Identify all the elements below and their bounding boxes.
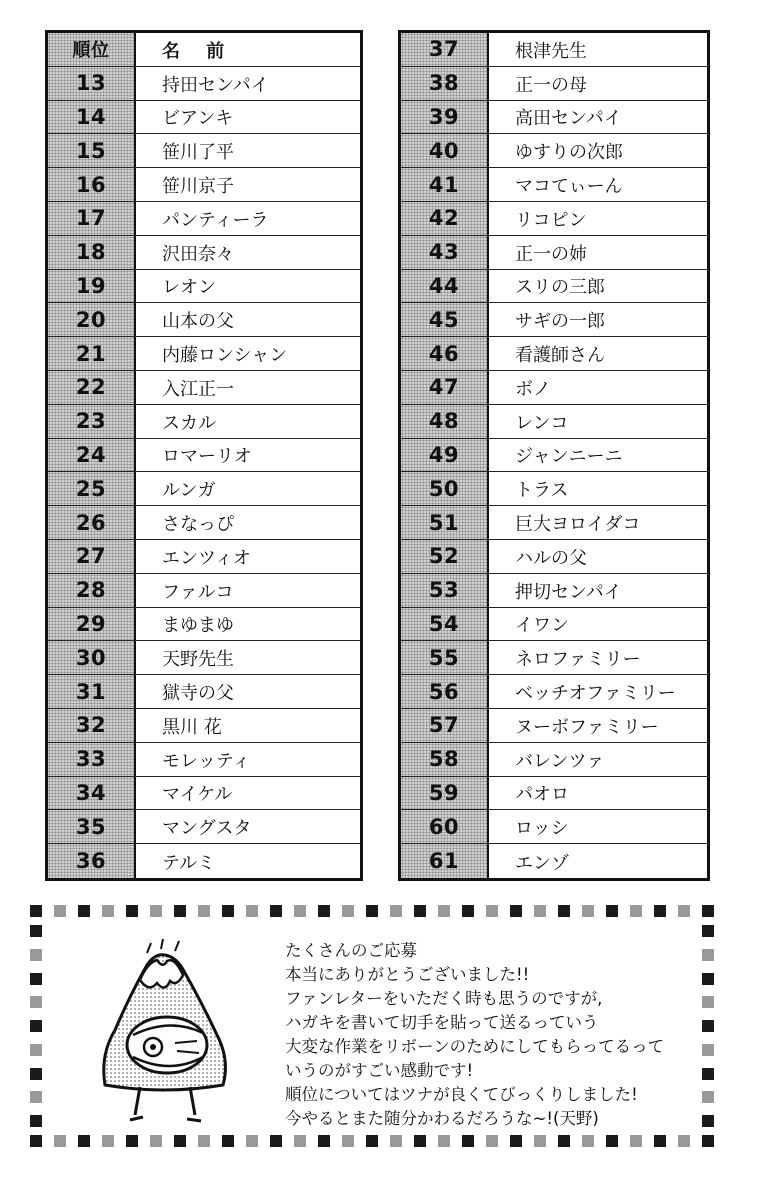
rank-number: 53: [401, 574, 489, 607]
rank-number: 14: [48, 101, 136, 134]
frame-square: [126, 1135, 138, 1147]
frame-square: [318, 905, 330, 917]
rank-number: 47: [401, 371, 489, 404]
table-row: [48, 844, 360, 878]
rank-number: 46: [401, 337, 489, 370]
rank-number: 33: [48, 743, 136, 776]
frame-square: [78, 1135, 90, 1147]
table-row: [48, 236, 360, 270]
table-row: [48, 810, 360, 844]
frame-square: [246, 1135, 258, 1147]
table-row: [401, 134, 707, 168]
rank-number: 54: [401, 608, 489, 641]
rank-number: 49: [401, 439, 489, 472]
frame-square: [270, 1135, 282, 1147]
frame-square: [30, 1044, 42, 1056]
frame-square: [366, 905, 378, 917]
frame-square: [414, 905, 426, 917]
frame-square: [150, 1135, 162, 1147]
header-name: 名 前: [162, 40, 235, 62]
rank-number: 40: [401, 134, 489, 167]
table-row: [401, 574, 707, 608]
frame-square: [534, 905, 546, 917]
table-row: [48, 675, 360, 709]
message-line: 本当にありがとうございました!!: [285, 965, 530, 984]
character-name: エンツィオ: [162, 547, 251, 569]
table-row: [401, 67, 707, 101]
message-line: いうのがすごい感動です!: [285, 1061, 474, 1080]
frame-square: [198, 905, 210, 917]
message-line: ファンレターをいただく時も思うのですが,: [285, 989, 603, 1008]
character-name: 天野先生: [162, 649, 234, 671]
table-row: [401, 777, 707, 811]
frame-square: [630, 905, 642, 917]
table-row: [401, 641, 707, 675]
table-row: [401, 303, 707, 337]
rank-number: 26: [48, 506, 136, 539]
table-row: [401, 202, 707, 236]
frame-square: [30, 996, 42, 1008]
character-name: マングスタ: [162, 818, 252, 840]
character-name: 押切センパイ: [515, 581, 622, 603]
rank-number: 61: [401, 844, 489, 878]
frame-square: [30, 973, 42, 985]
frame-square: [222, 1135, 234, 1147]
frame-square: [150, 905, 162, 917]
character-name: ゆすりの次郎: [515, 142, 623, 164]
character-name: 笹川了平: [162, 142, 234, 164]
character-name: 看護師さん: [515, 344, 605, 366]
character-name: ロマーリオ: [162, 446, 252, 468]
table-row: [401, 337, 707, 371]
frame-square: [438, 905, 450, 917]
table-row: [401, 236, 707, 270]
character-name: ネロファミリー: [515, 649, 641, 671]
character-name: スカル: [162, 412, 216, 434]
rank-number: 20: [48, 303, 136, 336]
character-name: サギの一郎: [515, 311, 605, 333]
rank-number: 48: [401, 405, 489, 438]
frame-square: [342, 1135, 354, 1147]
character-name: バレンツァ: [515, 750, 605, 772]
rank-number: 16: [48, 168, 136, 201]
frame-square: [630, 1135, 642, 1147]
table-row: [48, 439, 360, 473]
character-name: ジャンニーニ: [515, 446, 623, 468]
character-name: 黒川 花: [162, 716, 222, 738]
rank-number: 51: [401, 506, 489, 539]
frame-square: [702, 925, 714, 937]
frame-square: [174, 1135, 186, 1147]
frame-square: [30, 905, 42, 917]
character-name: テルミ: [162, 852, 216, 874]
character-name: 笹川京子: [162, 175, 234, 197]
frame-square: [294, 1135, 306, 1147]
table-row: [48, 777, 360, 811]
table-row: [401, 472, 707, 506]
mountain-mascot-icon: [85, 935, 245, 1130]
message-text: [285, 939, 705, 1131]
rank-number: 19: [48, 270, 136, 303]
character-name: ヌーボファミリー: [515, 716, 659, 738]
table-row: [401, 405, 707, 439]
character-name: ロッシ: [515, 818, 569, 840]
frame-square: [30, 949, 42, 961]
frame-square: [414, 1135, 426, 1147]
table-row: [48, 67, 360, 101]
rank-number: 39: [401, 101, 489, 134]
character-name: パンティーラ: [162, 209, 269, 231]
frame-square: [678, 905, 690, 917]
frame-square: [54, 1135, 66, 1147]
frame-square: [30, 1068, 42, 1080]
character-name: 内藤ロンシャン: [162, 344, 288, 366]
frame-square: [390, 1135, 402, 1147]
table-row: [401, 709, 707, 743]
table-row: [48, 506, 360, 540]
frame-square: [246, 905, 258, 917]
character-name: イワン: [515, 615, 569, 637]
ranking-table-left: [45, 30, 363, 881]
rank-number: 21: [48, 337, 136, 370]
character-name: エンゾ: [515, 852, 569, 874]
frame-left: [30, 925, 42, 1127]
rank-number: 57: [401, 709, 489, 742]
rank-number: 52: [401, 540, 489, 573]
table-row: [48, 270, 360, 304]
frame-square: [702, 905, 714, 917]
character-name: 巨大ヨロイダコ: [515, 513, 641, 535]
table-row: [401, 506, 707, 540]
table-row: [48, 574, 360, 608]
character-name: ファルコ: [162, 581, 234, 603]
rank-number: 50: [401, 472, 489, 505]
character-name: ハルの父: [515, 547, 587, 569]
message-line: ハガキを書いて切手を貼って送るっていう: [285, 1013, 599, 1032]
table-row: [48, 337, 360, 371]
frame-square: [510, 905, 522, 917]
table-row: [48, 405, 360, 439]
character-name: マコてぃーん: [515, 175, 623, 197]
character-name: ボノ: [515, 378, 551, 400]
table-row: [48, 709, 360, 743]
frame-square: [294, 905, 306, 917]
table-row: [401, 540, 707, 574]
table-row: [48, 101, 360, 135]
rank-number: 38: [401, 67, 489, 100]
rank-number: 18: [48, 236, 136, 269]
frame-square: [486, 905, 498, 917]
frame-square: [30, 1020, 42, 1032]
table-row: [48, 608, 360, 642]
frame-square: [174, 905, 186, 917]
frame-square: [78, 905, 90, 917]
frame-square: [30, 1135, 42, 1147]
table-row: [48, 540, 360, 574]
rank-number: 45: [401, 303, 489, 336]
character-name: ルンガ: [162, 480, 216, 502]
character-name: 沢田奈々: [162, 243, 234, 265]
frame-bottom: [30, 1135, 714, 1147]
character-name: 入江正一: [162, 378, 234, 400]
character-name: レオン: [162, 277, 216, 299]
character-name: 山本の父: [162, 311, 234, 333]
header-rank: 順位: [48, 33, 136, 66]
frame-square: [678, 1135, 690, 1147]
rank-number: 24: [48, 439, 136, 472]
frame-square: [30, 1091, 42, 1103]
frame-square: [462, 1135, 474, 1147]
frame-square: [366, 1135, 378, 1147]
rank-number: 42: [401, 202, 489, 235]
table-row: [401, 675, 707, 709]
frame-square: [126, 905, 138, 917]
rank-number: 15: [48, 134, 136, 167]
rank-number: 35: [48, 810, 136, 843]
rank-number: 31: [48, 675, 136, 708]
character-name: ビアンキ: [162, 108, 234, 130]
frame-square: [534, 1135, 546, 1147]
frame-square: [558, 905, 570, 917]
frame-square: [582, 905, 594, 917]
character-name: 正一の姉: [515, 243, 587, 265]
message-line: 順位についてはツナが良くてびっくりしました!: [285, 1085, 638, 1104]
table-row: [48, 743, 360, 777]
frame-square: [318, 1135, 330, 1147]
table-row: [48, 202, 360, 236]
frame-square: [486, 1135, 498, 1147]
character-name: リコピン: [515, 209, 587, 231]
table-row: [401, 101, 707, 135]
table-row: [401, 33, 707, 67]
frame-square: [510, 1135, 522, 1147]
message-line: たくさんのご応募: [285, 941, 417, 960]
character-name: パオロ: [515, 784, 569, 806]
character-name: まゆまゆ: [162, 615, 234, 637]
table-row: [401, 439, 707, 473]
table-row: [48, 168, 360, 202]
table-row: [401, 743, 707, 777]
frame-square: [54, 905, 66, 917]
frame-square: [558, 1135, 570, 1147]
character-name: スリの三郎: [515, 277, 605, 299]
character-name: モレッティ: [162, 750, 251, 772]
rank-number: 41: [401, 168, 489, 201]
character-name: 正一の母: [515, 74, 587, 96]
table-row: [48, 371, 360, 405]
frame-square: [606, 1135, 618, 1147]
ranking-table-right: [398, 30, 710, 881]
frame-top: [30, 905, 714, 917]
rank-number: 37: [401, 33, 489, 66]
table-header: [48, 33, 360, 67]
rank-number: 59: [401, 777, 489, 810]
frame-square: [438, 1135, 450, 1147]
frame-square: [606, 905, 618, 917]
character-name: ベッチオファミリー: [515, 682, 676, 704]
frame-square: [270, 905, 282, 917]
character-name: レンコ: [515, 412, 569, 434]
table-row: [401, 371, 707, 405]
rank-number: 27: [48, 540, 136, 573]
frame-square: [582, 1135, 594, 1147]
character-name: 高田センパイ: [515, 108, 622, 130]
character-name: マイケル: [162, 784, 233, 806]
character-name: トラス: [515, 480, 569, 502]
frame-square: [30, 1115, 42, 1127]
table-row: [48, 472, 360, 506]
frame-square: [654, 1135, 666, 1147]
rank-number: 28: [48, 574, 136, 607]
frame-square: [102, 1135, 114, 1147]
character-name: 獄寺の父: [162, 682, 234, 704]
rank-number: 32: [48, 709, 136, 742]
frame-square: [654, 905, 666, 917]
rank-number: 25: [48, 472, 136, 505]
rank-number: 30: [48, 641, 136, 674]
message-box: [30, 905, 714, 1147]
rank-number: 23: [48, 405, 136, 438]
character-name: 根津先生: [515, 40, 587, 62]
table-row: [48, 641, 360, 675]
message-line: 大変な作業をリボーンのためにしてもらってるって: [285, 1037, 665, 1056]
rank-number: 29: [48, 608, 136, 641]
frame-square: [198, 1135, 210, 1147]
frame-square: [462, 905, 474, 917]
rank-number: 55: [401, 641, 489, 674]
rank-number: 58: [401, 743, 489, 776]
rank-number: 17: [48, 202, 136, 235]
frame-square: [222, 905, 234, 917]
table-row: [401, 168, 707, 202]
frame-square: [102, 905, 114, 917]
table-row: [401, 844, 707, 878]
character-name: 持田センパイ: [162, 74, 269, 96]
frame-square: [702, 1135, 714, 1147]
rank-number: 56: [401, 675, 489, 708]
rank-number: 22: [48, 371, 136, 404]
table-row: [48, 303, 360, 337]
rank-number: 36: [48, 844, 136, 878]
rank-number: 34: [48, 777, 136, 810]
rank-number: 43: [401, 236, 489, 269]
table-row: [48, 134, 360, 168]
table-row: [401, 608, 707, 642]
message-line: 今やるとまた随分かわるだろうな~!(天野): [285, 1109, 599, 1128]
character-name: さなっぴ: [162, 513, 234, 535]
rank-number: 13: [48, 67, 136, 100]
frame-square: [30, 925, 42, 937]
table-row: [401, 270, 707, 304]
table-row: [401, 810, 707, 844]
rank-number: 60: [401, 810, 489, 843]
rank-number: 44: [401, 270, 489, 303]
frame-square: [342, 905, 354, 917]
frame-square: [390, 905, 402, 917]
